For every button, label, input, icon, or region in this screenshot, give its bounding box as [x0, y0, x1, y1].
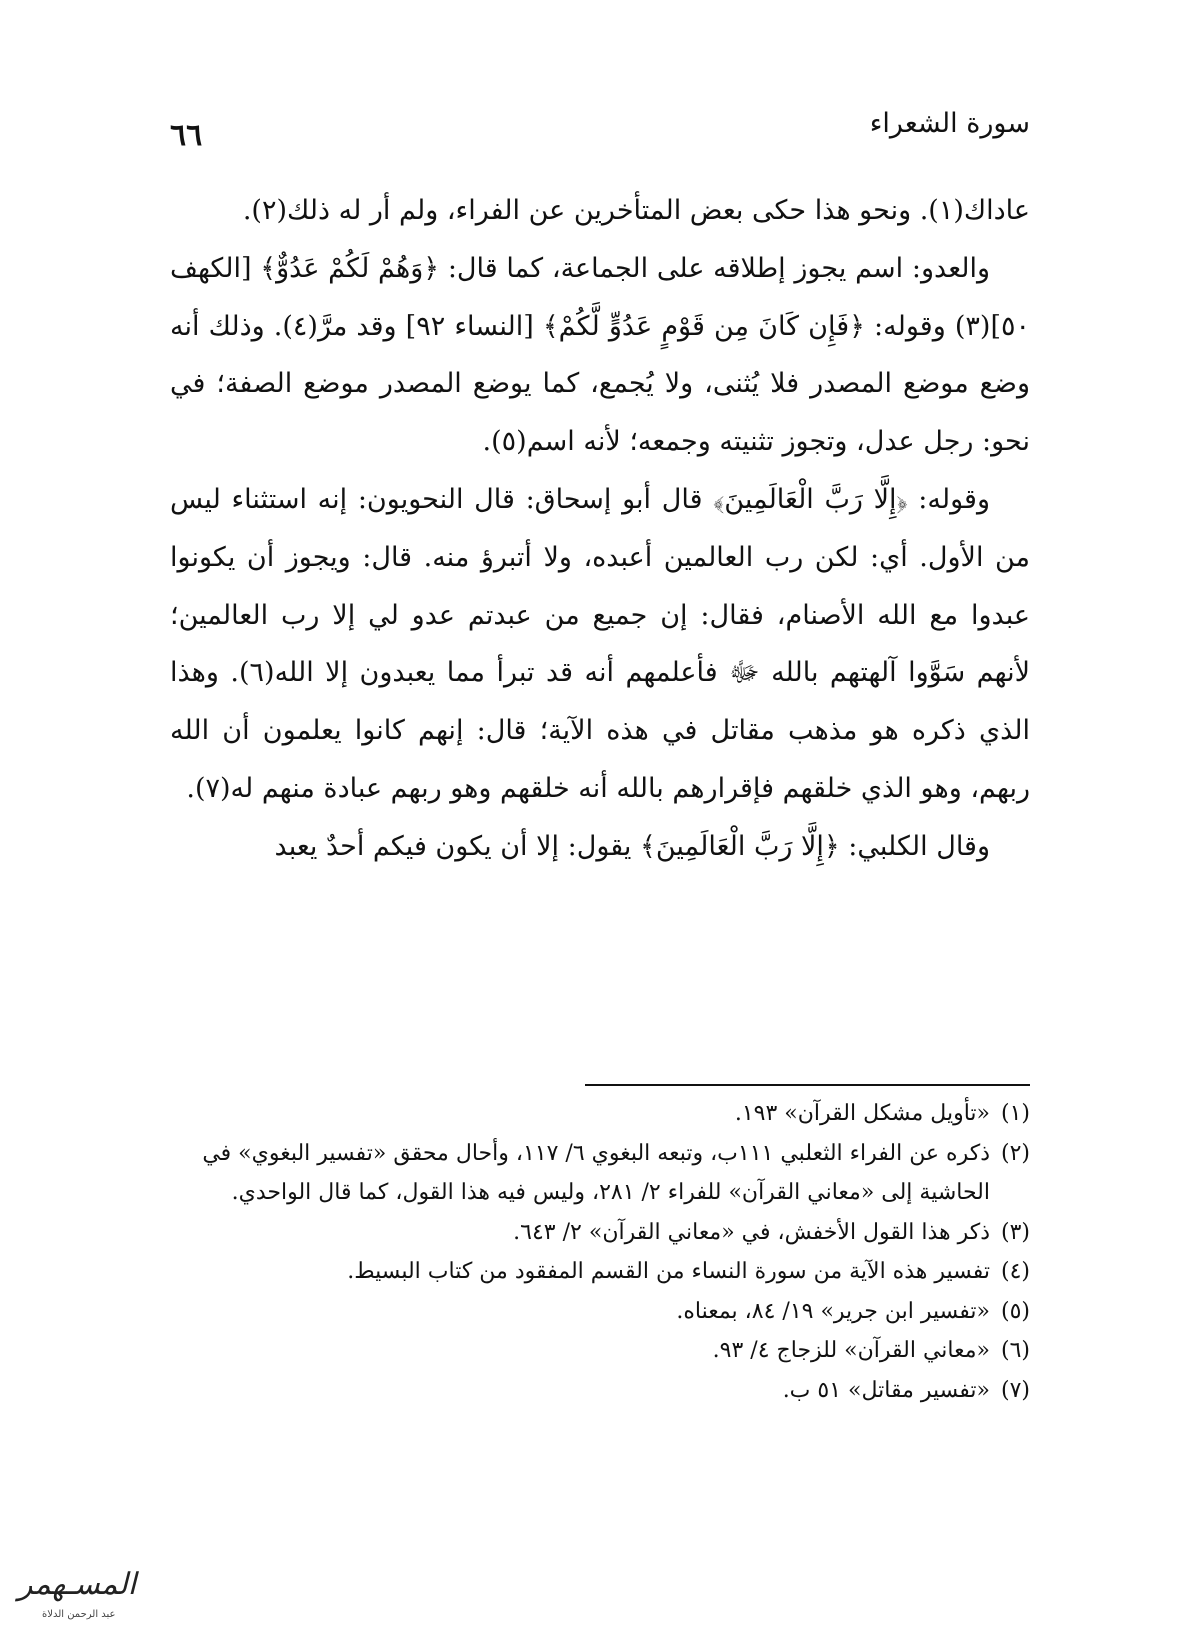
footnote [170, 1213, 1030, 1253]
page-header [170, 108, 1030, 168]
paragraph: وقوله: ﴿إِلَّا رَبَّ الْعَالَمِينَ﴾ قال أبو إسحاق: قال النحويون: إنه استثناء ليس من الأول. أي: لكن رب العالمين أعبده، ولا أتبرؤ منه. قال: ويجوز أن يكونوا عبدوا مع الله الأصنام، فقال: إن جميع من عبدتم عدو لي إلا رب العالمين؛ لأنهم سَوَّوا آلهتهم بالله ﷻ فأعلمهم أنه قد تبرأ مما يعبدون إلا الله(٦). وهذا الذي ذكره هو مذهب مقاتل في هذه الآية؛ قال: إنهم كانوا يعلمون أن الله ربهم، وهو الذي خلقهم فإقرارهم بالله أنه خلقهم وهو ربهم عبادة منهم له(٧). [170, 483, 1030, 804]
footnote [170, 1292, 1030, 1332]
footnote-number: (٦) [1000, 1338, 1030, 1363]
publisher-logo [14, 1565, 137, 1635]
paragraph: والعدو: اسم يجوز إطلاقه على الجماعة، كما قال: ﴿وَهُمْ لَكُمْ عَدُوٌّ﴾ [الكهف ٥٠](٣) وقوله: ﴿فَإِن كَانَ مِن قَوْمٍ عَدُوٍّ لَّكُمْ﴾ [النساء ٩٢] وقد مرَّ(٤). وذلك أنه وضع موضع المصدر فلا يُثنى، ولا يُجمع، كما يوضع المصدر موضع الصفة؛ في نحو: رجل عدل، وتجوز تثنيته وجمعه؛ لأنه اسم(٥). [170, 252, 1030, 458]
main-text [170, 182, 1030, 876]
footnote-text: تفسير هذه الآية من سورة النساء من القسم المفقود من كتاب البسيط. [347, 1259, 990, 1284]
footnote-number: (٢) [1000, 1140, 1030, 1166]
footnote [170, 1331, 1030, 1371]
footnote-text: «معاني القرآن» للزجاج ٤/ ٩٣. [712, 1338, 990, 1363]
footnote [170, 1252, 1030, 1292]
footnote [170, 1134, 1030, 1213]
footnote-text: ذكره عن الفراء الثعلبي ١١١ب، وتبعه البغوي ٦/ ١١٧، وأحال محقق «تفسير البغوي» في الحاشية إلى «معاني القرآن» للفراء ٢/ ٢٨١، وليس فيه هذا القول، كما قال الواحدي. [202, 1140, 990, 1205]
footnote [170, 1094, 1030, 1134]
footnote-number: (٣) [1000, 1219, 1030, 1245]
footnote-text: ذكر هذا القول الأخفش، في «معاني القرآن» ٢/ ٦٤٣. [513, 1219, 990, 1245]
footnote-number: (٤) [1000, 1259, 1030, 1284]
running-title: سورة الشعراء [869, 108, 1030, 139]
logo-subtext: عبد الرحمن الدلاة [42, 1609, 116, 1620]
page-number: ٦٦ [170, 118, 203, 153]
footnote-number: (١) [1000, 1101, 1030, 1126]
footnote-divider [585, 1084, 1030, 1086]
paragraph: عاداك(١). ونحو هذا حكى بعض المتأخرين عن الفراء، ولم أر له ذلك(٢). [242, 195, 1030, 226]
footnotes [170, 1094, 1030, 1410]
footnote-text: «تفسير ابن جرير» ١٩/ ٨٤، بمعناه. [676, 1298, 990, 1324]
paragraph: وقال الكلبي: ﴿إِلَّا رَبَّ الْعَالَمِينَ﴾ يقول: إلا أن يكون فيكم أحدٌ يعبد [274, 830, 990, 862]
footnote-number: (٧) [1000, 1377, 1030, 1403]
footnote-text: «تأويل مشكل القرآن» ١٩٣. [734, 1101, 990, 1126]
footnote-number: (٥) [1000, 1298, 1030, 1324]
logo-text: المسـهمر [18, 1567, 137, 1602]
footnote [170, 1371, 1030, 1411]
footnote-text: «تفسير مقاتل» ٥١ ب. [782, 1377, 990, 1403]
